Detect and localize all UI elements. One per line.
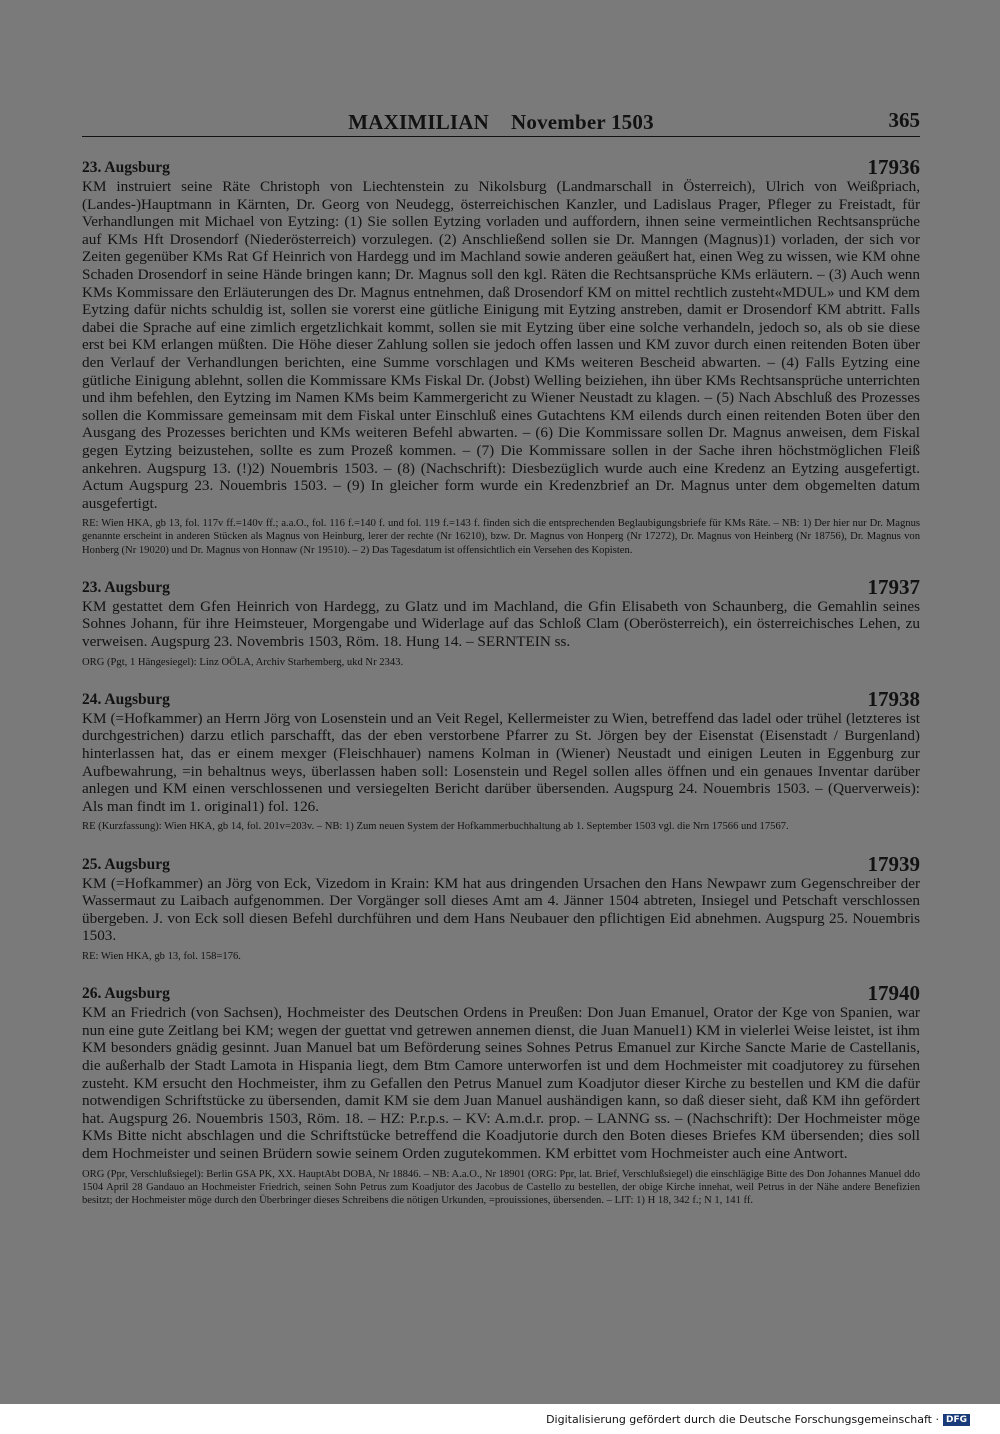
entry-text: KM instruiert seine Räte Christoph von Liechtenstein zu Nikolsburg (Landmarschall in Österreich), Ulrich von Weißpriach, (Landes-)Hauptmann in Kärnten, Dr. Georg von Neudegg, österreichischen Kanzler, und Ladislaus Prager, Pfleger zu Freistadt, für Verhandlungen mit Michael von Eytzing: (1) Sie sollen Eytzing vorladen und auffordern, ihnen seine vermeintlichen Rechtsansprüche auf KMs Hft Drosendorf (Niederösterreich) vorzulegen. (2) Anschließend sollen sie Dr. Manngen (Magnus)1) vorladen, der sich vor Zeiten gegenüber KMs Rat Gf Heinrich von Hardegg und im Machland sowie anderen geäußert hat, einen Weg zu wissen, wie KM ohne Schaden Drosendorf in seine Hände bringen kann; Dr. Magnus soll den kgl. Räten die Rechtsansprüche KMs erläutern. – (3) Auch wenn KMs Kommissare den Erläuterungen des Dr. Magnus entnehmen, daß Drosendorf KM on mittel rechtlich zusteht«MDUL» und KM dem Eytzing dafür nichts schuldig ist, sollen sie vorerst eine gütliche Einigung mit Eytzing anstreben, damit er Drosendorf KM abtritt. Falls dabei die Sprache auf eine zimlich ergetzlichkait kommt, sollen sie mit Eytzing über eine solche verhandeln, jedoch so, als ob sie diese erst bei KM erlangen müßten. Die Höhe dieser Zahlung sollen sie jedoch offen lassen und KM zuvor durch einen reitenden Boten über den Verlauf der Verhandlungen berichten, eine Summe vorschlagen und KMs weiteren Bescheid abwarten. – (4) Falls Eytzing eine gütliche Einigung ablehnt, sollen die Kommissare KMs Fiskal Dr. (Jobst) Welling beiziehen, ihn über KMs Rechtsansprüche unterrichten und ihm befehlen, den Eytzing im Namen KMs beim Kammergericht zu Wiener Neustadt zu klagen. – (5) Nach Abschluß des Prozesses sollen die Kommissare gemeinsam mit dem Fiskal unter Einschluß eines Gutachtens KM eilends durch einen reitenden Boten über den Ausgang des Prozesses berichten und KMs weiteren Befehl abwarten. – (6) Die Kommissare sollen Dr. Magnus anweisen, dem Fiskal gegen Eytzing beizustehen, sollte es zum Prozeß kommen. – (7) Die Kommissare sollen in der Sache ihren höchstmöglichen Fleiß ankehren. Augspurg 13. (!)2) Nouembris 1503. – (8) (Nachschrift): Diesbezüglich wurde auch eine Kredenz an Eytzing ausgefertigt. Actum Augspurg 23. Nouembris 1503. – (9) In gleicher form wurde ein Kredenzbrief an Dr. Magnus unter dem obgemelten datum ausgefertigt.	[82, 178, 920, 512]
book-page	[82, 106, 920, 1207]
entry-number: 17940	[867, 981, 920, 1006]
entry-date: 23. Augsburg	[82, 578, 170, 596]
dfg-logo: DFG	[943, 1414, 970, 1426]
entry-source-note: ORG (Pgt, 1 Hängesiegel): Linz OÖLA, Archiv Starhemberg, ukd Nr 2343.	[82, 656, 404, 668]
regest-entry	[82, 686, 920, 834]
entry-text: KM (=Hofkammer) an Jörg von Eck, Vizedom in Krain: KM hat aus dringenden Ursachen den Hans Newpawr zum Gegenschreiber der Wassermaut zu Laibach aufgenommen. Der Vorgänger soll dieses Amt am 4. Jänner 1504 abtreten, Insiegel und Petschaft verschlossen übergeben. J. von Eck soll diesen Befehl durchführen und dem Hans Neubauer den pflichtigen Eid abnehmen. Augspurg 25. Nouembris 1503.	[82, 874, 920, 945]
entry-number: 17938	[867, 686, 920, 711]
running-head-title: MAXIMILIAN	[348, 110, 490, 134]
entry-number: 17936	[867, 155, 920, 179]
page-header	[82, 106, 920, 137]
entry-date: 23. Augsburg	[82, 159, 170, 176]
entry-head	[82, 981, 920, 1006]
regest-entry	[82, 983, 920, 1207]
entry-head	[82, 574, 920, 599]
entry-text: KM an Friedrich (von Sachsen), Hochmeister des Deutschen Ordens in Preußen: Don Juan Emanuel, Orator der Kge von Spanien, war nun eine gute Zeitlang bei KM; wegen der guettat vnd getrewen annemen dienst, die Juan Manuel1) KM in vielerlei Weise leistet, ist ihm KM besonders gnädig gesinnt. Juan Manuel bat um Beförderung seines Sohnes Petrus Emanuel zur Kirche Sancte Marie de Castellanis, die außerhalb der Stadt Lamota in Hispania liegt, dem Btm Camore unterworfen ist und dem Hochmeister mit coadjutorey zu fürsehen zusteht. KM ersucht den Hochmeister, ihm zu Gefallen den Petrus Manuel zum Koadjutor dieser Kirche zu bestellen und KM die dafür notwendigen Schriftstücke zu übersenden, damit KM sie dem Juan Manuel aushändigen kann, so daß dieser sieht, daß KM ihn gefördert hat. Augspurg 26. Nouembris 1503, Röm. 18. – HZ: P.r.p.s. – KV: A.m.d.r. prop. – LANNG ss. – (Nachschrift): Der Hochmeister möge KMs Bitte nicht abschlagen und die Schriftstücke betreffend die Koadjutorie durch den Boten dieses Briefes KM übersenden; dies soll dem Hochmeister und seinen Brüdern sowie seinem Orden zugutekommen. KM erbittet vom Hochmeister auch eine Antwort.	[82, 1004, 920, 1162]
entry-date: 24. Augsburg	[82, 690, 170, 708]
regest-entry	[82, 157, 920, 557]
entry-text: KM gestattet dem Gfen Heinrich von Hardegg, zu Glatz und im Machland, die Gfin Elisabeth von Schaunberg, die Gemahlin seines Sohnes Johann, für ihre Heimsteuer, Morgengabe und Widerlage auf das Schloß Clam (Oberösterreich), ein österreichisches Lehen, zu verweisen. Augspurg 23. Novembris 1503, Röm. 18. Hung 14. – SERNTEIN ss.	[82, 597, 920, 651]
entry-head	[82, 851, 920, 876]
entry-head	[82, 686, 920, 711]
credit-text: Digitalisierung gefördert durch die Deutsche Forschungsgemeinschaft ·	[546, 1413, 939, 1426]
entry-head	[82, 157, 920, 177]
entry-date: 26. Augsburg	[82, 985, 170, 1003]
regest-entry	[82, 851, 920, 964]
page-number: 365	[888, 108, 920, 132]
digitization-credit	[546, 1413, 970, 1426]
running-head-month: November 1503	[511, 110, 654, 134]
entry-source-note: RE: Wien HKA, gb 13, fol. 117v ff.=140v ff.; a.a.O., fol. 116 f.=140 f. und fol. 119 f.=143 f. finden sich die entsprechenden Beglaubigungsbriefe für KMs Räte. – NB: 1) Der hier nur Dr. Magnus genannte erscheint in anderen Stücken als Magnus von Heinburg, lerer der rechte (Nr 16210), bzw. Dr. Magnus von Honperg (Nr 17272), Dr. Magnus von Heinberg (Nr 18756), Dr. Magnus von Honberg (Nr 19020) und Dr. Magnus von Honnaw (Nr 19510). – 2) Das Tagesdatum ist offensichtlich ein Versehen des Kopisten.	[82, 518, 920, 556]
entry-number: 17937	[867, 574, 920, 599]
entry-number: 17939	[867, 851, 920, 876]
entry-date: 25. Augsburg	[82, 855, 170, 873]
regest-entry	[82, 574, 920, 669]
running-head	[82, 110, 920, 135]
entry-text: KM (=Hofkammer) an Herrn Jörg von Losenstein und an Veit Regel, Kellermeister zu Wien, betreffend das ladel oder trühel (letzteres ist durchgestrichen) darzu etlich parschafft, das der eben verstorbene Pfarrer zu St. Jörgen bey der Eisenstat (Eisenstadt / Burgenland) hinterlassen hat, das er einem mexger (Fleischhauer) namens Kolman in (Wiener) Neustadt und einigen Leuten in Eggenburg zur Aufbewahrung, =in behaltnus weys, überlassen haben soll: Losenstein und Regel sollen alles öffnen und ein genaues Inventar darüber anlegen und KM einen verschlossenen und versiegelten Bericht darüber übersenden. Augspurg 24. Nouembris 1503. – (Querverweis): Als man findt im 1. original1) fol. 126.	[82, 709, 920, 815]
entry-source-note: ORG (Ppr, Verschlußsiegel): Berlin GSA PK, XX. HauptAbt DOBA, Nr 18846. – NB: A.a.O., Nr 18901 (ORG: Ppr, lat. Brief, Verschlußsiegel) die einschlägige Bitte des Don Johannes Manuel ddo 1504 April 28 Gandauo an Hochmeister Friedrich, seinen Sohn Petrus zum Koadjutor des Jacobus de Castello zu bestellen, der obige Kirche innehat, weil Petrus in der Nähe andere Benefizien besitzt; der Hochmeister möge durch den Überbringer dieses Schreibens die nötigen Urkunden, =prouissiones, übersenden. – LIT: 1) H 18, 342 f.; N 1, 141 ff.	[82, 1168, 920, 1206]
entry-source-note: RE (Kurzfassung): Wien HKA, gb 14, fol. 201v=203v. – NB: 1) Zum neuen System der Hofkammerbuchhaltung ab 1. September 1503 vgl. die Nrn 17566 und 17567.	[82, 821, 789, 833]
entry-source-note: RE: Wien HKA, gb 13, fol. 158=176.	[82, 951, 241, 963]
